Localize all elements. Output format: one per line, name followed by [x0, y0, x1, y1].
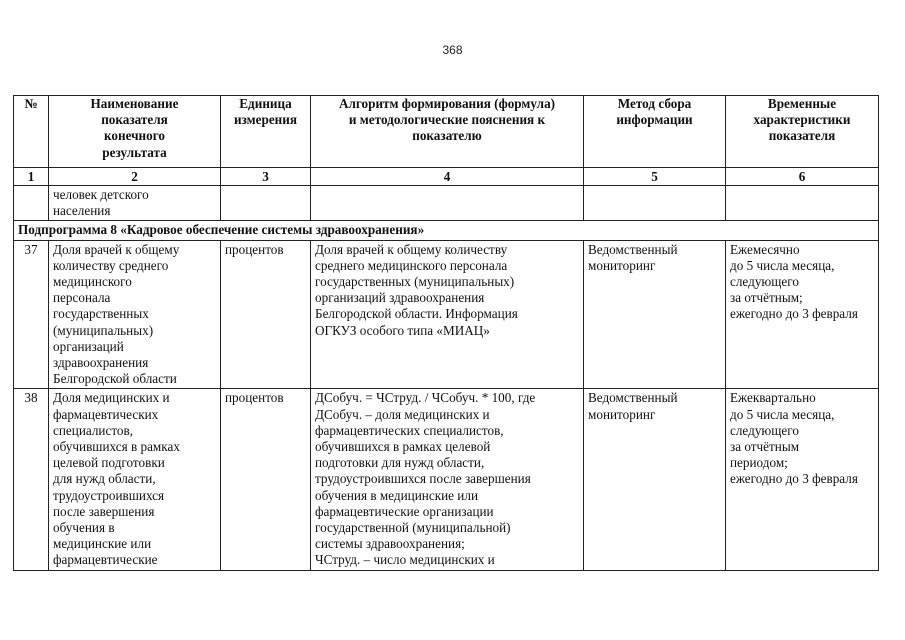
cell-timing: Ежемесячно до 5 числа месяца, следующего за отчётным; ежегодно до 3 февраля [726, 240, 879, 389]
cell-method: Ведомственный мониторинг [584, 389, 726, 570]
cell-algorithm: Доля врачей к общему количеству среднего медицинского персонала государственных (муниципальных) организаций здравоохранения Белгородской области. Информация ОГКУЗ особого типа «МИАЦ» [311, 240, 584, 389]
cell-method [584, 186, 726, 221]
cell-number: 38 [14, 389, 49, 570]
column-number: 4 [311, 168, 584, 186]
cell-method: Ведомственный мониторинг [584, 240, 726, 389]
column-number: 2 [49, 168, 221, 186]
header-unit: Единица измерения [221, 96, 311, 168]
table-row [14, 389, 879, 570]
table-row [14, 240, 879, 389]
column-number: 6 [726, 168, 879, 186]
column-number: 5 [584, 168, 726, 186]
cell-algorithm [311, 186, 584, 221]
cell-unit [221, 186, 311, 221]
page-number: 368 [442, 43, 463, 57]
cell-timing: Ежеквартально до 5 числа месяца, следующего за отчётным периодом; ежегодно до 3 февраля [726, 389, 879, 570]
cell-timing [726, 186, 879, 221]
cell-name: Доля врачей к общему количеству среднего медицинского персонала государственных (муниципальных) организаций здравоохранения Белгородской области [49, 240, 221, 389]
table-header-row [14, 96, 879, 168]
header-algorithm: Алгоритм формирования (формула) и методологические пояснения к показателю [311, 96, 584, 168]
cell-number: 37 [14, 240, 49, 389]
column-number: 3 [221, 168, 311, 186]
header-number: № [14, 96, 49, 168]
header-timing: Временные характеристики показателя [726, 96, 879, 168]
indicator-table [13, 95, 879, 571]
cell-number [14, 186, 49, 221]
subprogram-row [14, 221, 879, 240]
cell-unit: процентов [221, 240, 311, 389]
continuation-row [14, 186, 879, 221]
cell-name: Доля медицинских и фармацевтических специалистов, обучившихся в рамках целевой подготовки для нужд области, трудоустроившихся после завершения обучения в медицинские или фармацевтические [49, 389, 221, 570]
header-indicator-name: Наименование показателя конечного результата [49, 96, 221, 168]
column-number-row [14, 168, 879, 186]
subprogram-title: Подпрограмма 8 «Кадровое обеспечение системы здравоохранения» [14, 221, 879, 240]
cell-unit: процентов [221, 389, 311, 570]
column-number: 1 [14, 168, 49, 186]
header-collection-method: Метод сбора информации [584, 96, 726, 168]
cell-name: человек детского населения [49, 186, 221, 221]
cell-algorithm: ДСобуч. = ЧСтруд. / ЧСобуч. * 100, где ДСобуч. – доля медицинских и фармацевтических специалистов, обучившихся в рамках целевой подготовки для нужд области, трудоустроившихся после завершения обучения в медицинские или фармацевтические организации государственной (муниципальной) системы здравоохранения; ЧСтруд. – число медицинских и [311, 389, 584, 570]
